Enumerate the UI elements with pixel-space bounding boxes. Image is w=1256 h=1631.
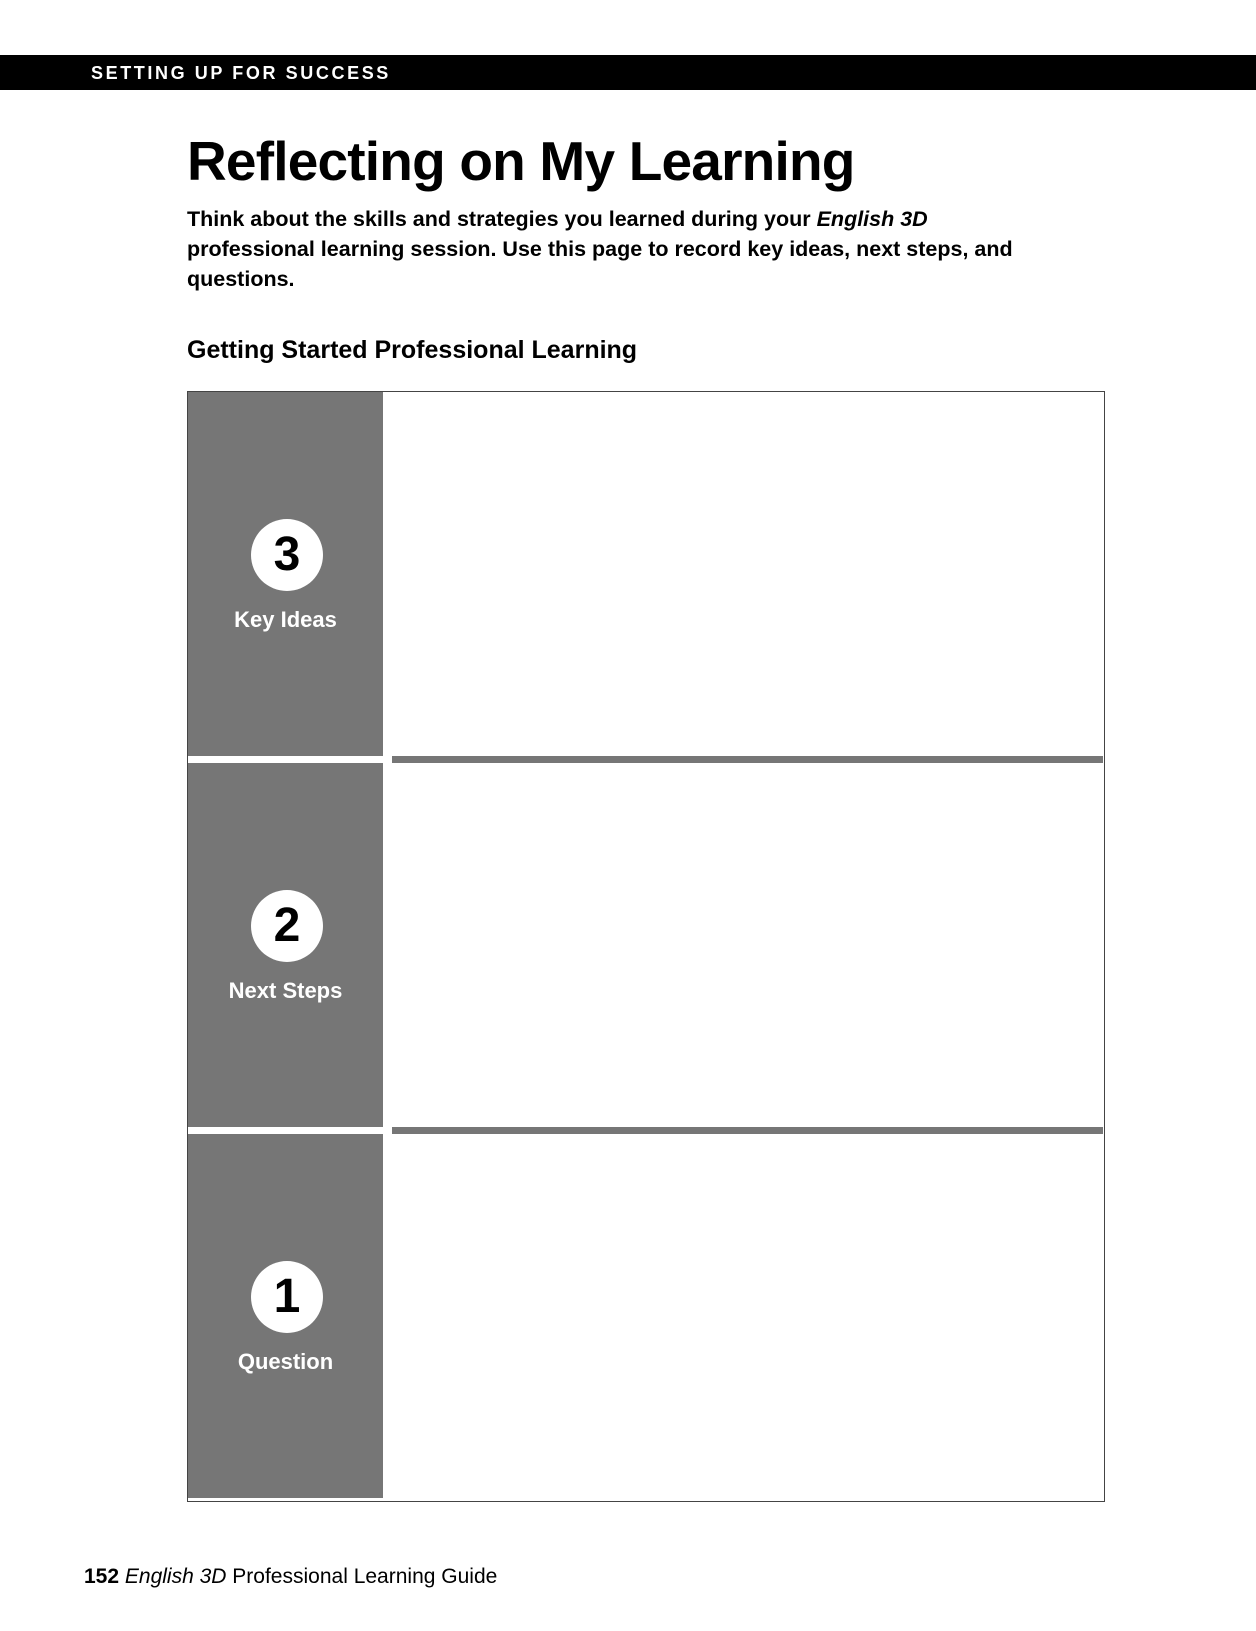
organizer-row-next-steps	[188, 763, 1103, 1127]
row-label-panel	[188, 392, 383, 756]
reflection-organizer	[187, 391, 1105, 1502]
organizer-row-key-ideas	[188, 392, 1103, 756]
question-writing-area[interactable]	[383, 1134, 1103, 1498]
row-divider	[392, 756, 1103, 763]
page-title: Reflecting on My Learning	[187, 130, 855, 192]
organizer-row-question	[188, 1134, 1103, 1498]
row-label-text: Question	[237, 1349, 334, 1374]
page-footer	[84, 1564, 497, 1590]
row-label-panel	[188, 1134, 383, 1498]
intro-program-name: English 3D	[816, 207, 928, 231]
key-ideas-writing-area[interactable]	[383, 392, 1103, 756]
section-header-bar	[0, 55, 1256, 90]
row-label-panel	[188, 763, 383, 1127]
number-badge: 2	[251, 890, 323, 962]
footer-program-name: English 3D	[124, 1565, 227, 1588]
intro-text-end: professional learning session. Use this page to record key ideas, next steps, and questions.	[187, 237, 1013, 291]
section-subheading: Getting Started Professional Learning	[187, 336, 638, 364]
intro-text-start: Think about the skills and strategies you learned during your	[187, 207, 817, 231]
number-badge: 1	[251, 1261, 323, 1333]
row-label-text: Key Ideas	[234, 607, 337, 632]
footer-guide-title: Professional Learning Guide	[232, 1565, 498, 1588]
section-header-label: SETTING UP FOR SUCCESS	[91, 63, 391, 83]
number-badge: 3	[251, 519, 323, 591]
intro-paragraph	[187, 204, 1047, 294]
page-number: 152	[84, 1565, 120, 1588]
next-steps-writing-area[interactable]	[383, 763, 1103, 1127]
row-divider	[392, 1127, 1103, 1134]
row-label-text: Next Steps	[228, 978, 343, 1003]
